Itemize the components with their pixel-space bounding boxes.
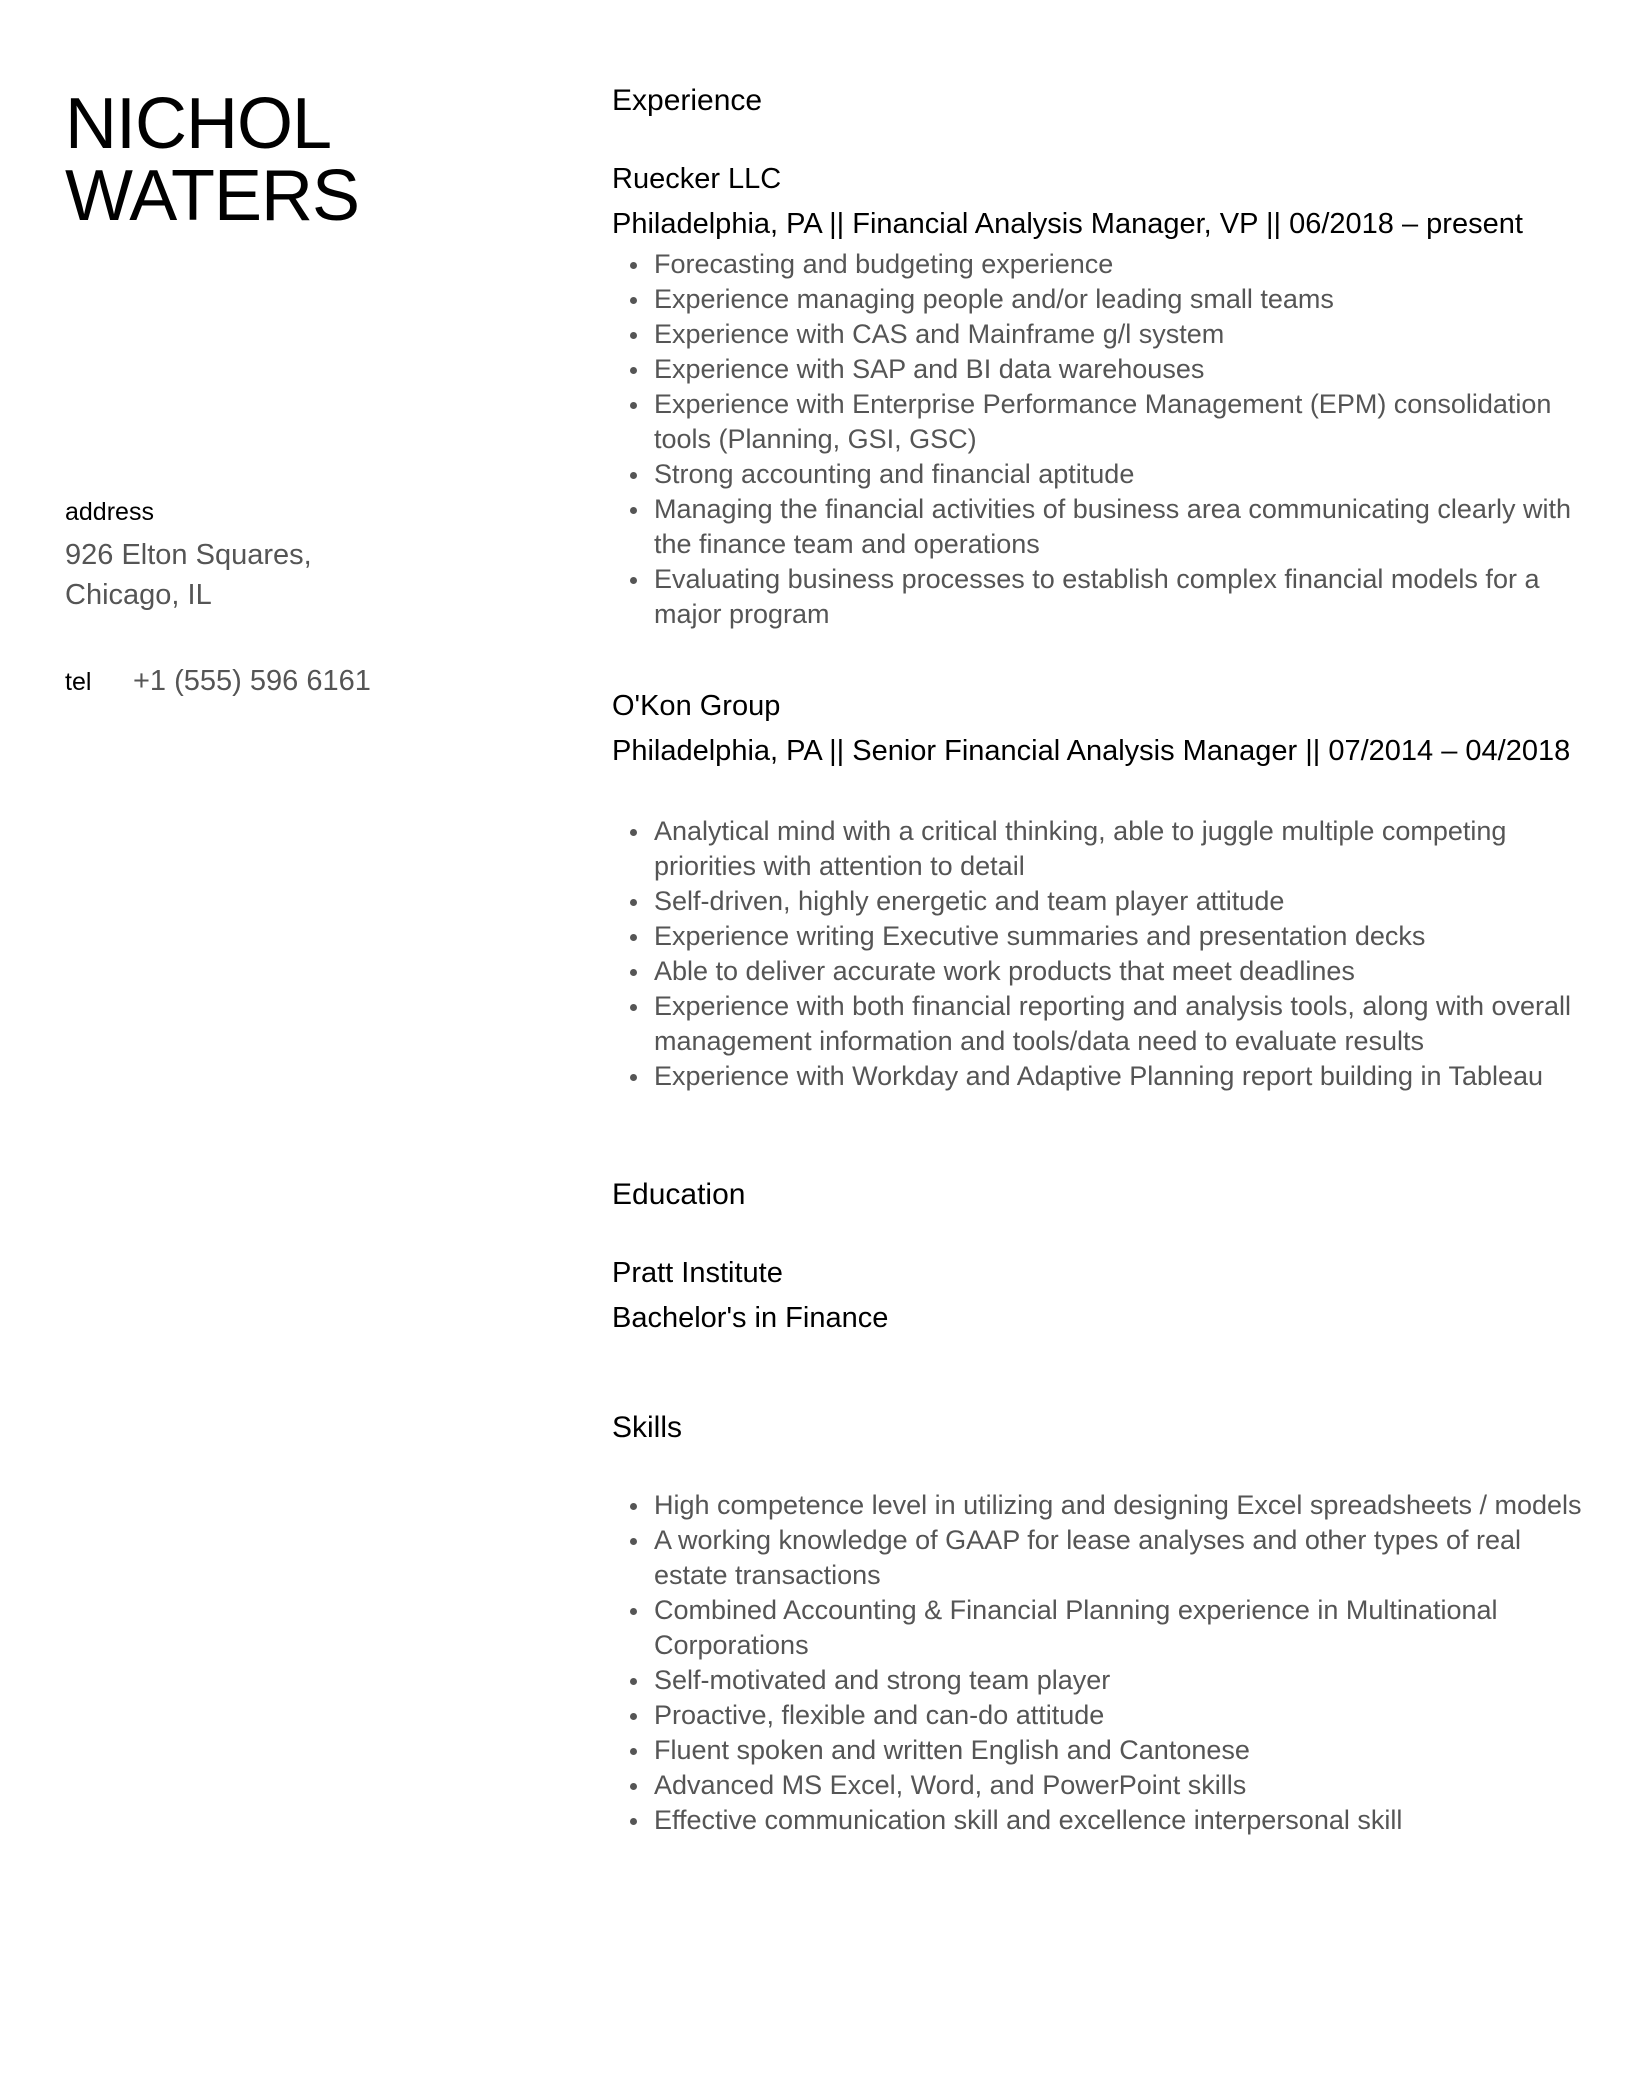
education-degree: Bachelor's in Finance (612, 1302, 889, 1334)
first-name: NICHOL (65, 84, 332, 164)
list-item: Proactive, flexible and can-do attitude (654, 1698, 1594, 1733)
tel-row (65, 665, 371, 698)
list-item: Experience managing people and/or leading small teams (654, 282, 1594, 317)
list-item: Forecasting and budgeting experience (654, 247, 1594, 282)
list-item: Experience with both financial reporting and analysis tools, along with overall management information and tools/data need to evaluate results (654, 989, 1594, 1059)
list-item: Evaluating business processes to establish complex financial models for a major program (654, 562, 1594, 632)
list-item: Advanced MS Excel, Word, and PowerPoint skills (654, 1768, 1594, 1803)
list-item: Managing the financial activities of business area communicating clearly with the finance team and operations (654, 492, 1594, 562)
list-item: Fluent spoken and written English and Cantonese (654, 1733, 1594, 1768)
address-label: address (65, 498, 154, 526)
list-item: Experience with Enterprise Performance Management (EPM) consolidation tools (Planning, GSI, GSC) (654, 387, 1594, 457)
list-item: Self-motivated and strong team player (654, 1663, 1594, 1698)
job-bullets-1 (612, 247, 1594, 632)
list-item: Self-driven, highly energetic and team player attitude (654, 884, 1594, 919)
list-item: Experience with Workday and Adaptive Planning report building in Tableau (654, 1059, 1594, 1094)
education-heading: Education (612, 1178, 746, 1211)
tel-value: +1 (555) 596 6161 (133, 665, 371, 697)
tel-label: tel (65, 668, 92, 696)
job-company-2: O'Kon Group (612, 690, 781, 722)
list-item: Experience with CAS and Mainframe g/l system (654, 317, 1594, 352)
list-item: Experience writing Executive summaries and presentation decks (654, 919, 1594, 954)
skills-heading: Skills (612, 1411, 683, 1444)
job-bullets-2 (612, 814, 1594, 1094)
job-meta-2: Philadelphia, PA || Senior Financial Analysis Manager || 07/2014 – 04/2018 (612, 735, 1571, 767)
last-name: WATERS (65, 156, 359, 236)
experience-heading: Experience (612, 84, 763, 117)
job-company-1: Ruecker LLC (612, 163, 782, 195)
list-item: Effective communication skill and excellence interpersonal skill (654, 1803, 1594, 1838)
list-item: Experience with SAP and BI data warehouses (654, 352, 1594, 387)
candidate-name (65, 84, 359, 236)
list-item: High competence level in utilizing and designing Excel spreadsheets / models (654, 1488, 1594, 1523)
job-meta-1: Philadelphia, PA || Financial Analysis Manager, VP || 06/2018 – present (612, 208, 1523, 240)
list-item: Combined Accounting & Financial Planning experience in Multinational Corporations (654, 1593, 1594, 1663)
address-line-1: 926 Elton Squares, (65, 539, 312, 571)
address-line-2: Chicago, IL (65, 579, 212, 611)
address-value (65, 535, 312, 615)
education-school: Pratt Institute (612, 1257, 783, 1289)
list-item: Strong accounting and financial aptitude (654, 457, 1594, 492)
list-item: A working knowledge of GAAP for lease analyses and other types of real estate transactions (654, 1523, 1594, 1593)
list-item: Able to deliver accurate work products that meet deadlines (654, 954, 1594, 989)
list-item: Analytical mind with a critical thinking, able to juggle multiple competing priorities with attention to detail (654, 814, 1594, 884)
skills-list (612, 1488, 1594, 1838)
